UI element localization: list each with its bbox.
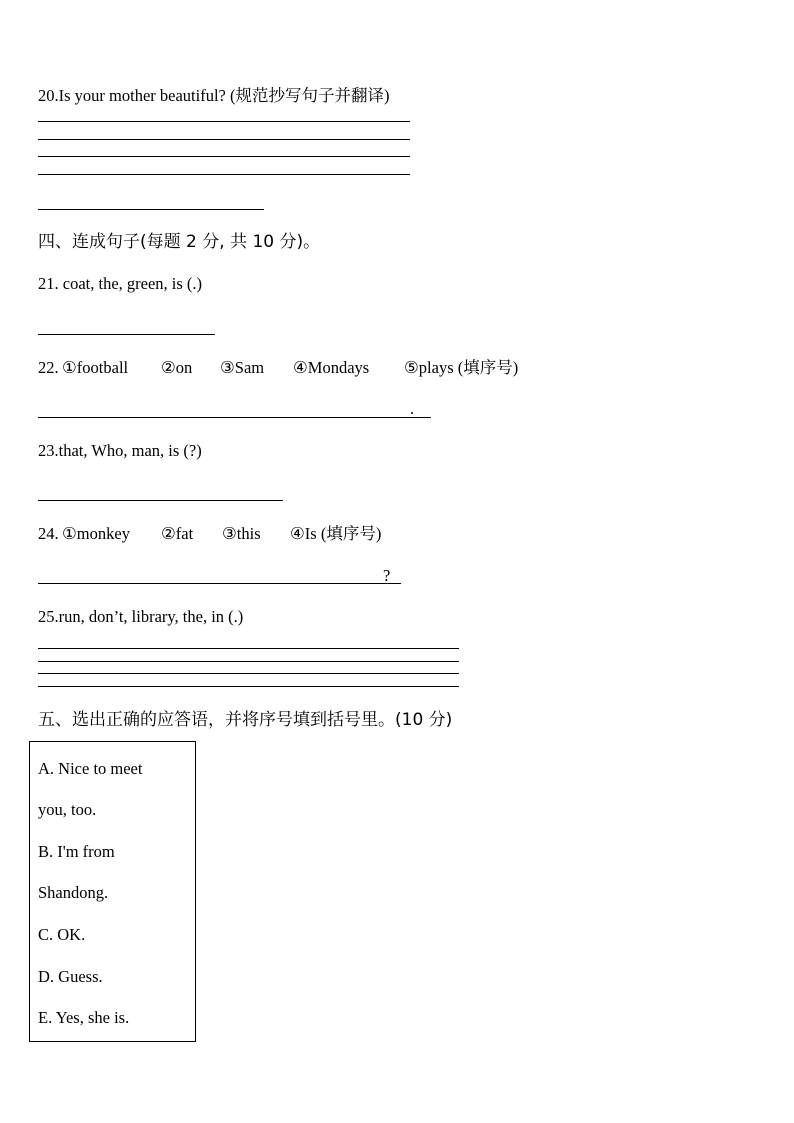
section-4-heading: 四、连成句子(每题 2 分, 共 10 分)。 [38, 232, 321, 252]
answer-line [38, 661, 459, 662]
q22-option-5: ⑤plays (填序号) [404, 358, 519, 377]
box-line-c: C. OK. [38, 925, 86, 944]
question-23: 23.that, Who, man, is (?) [38, 441, 202, 460]
box-line-b-cont: Shandong. [38, 883, 109, 902]
answer-line [38, 583, 401, 584]
response-options-box [29, 741, 196, 1042]
answer-line [38, 121, 410, 122]
answer-line [38, 417, 431, 418]
q24-option-1: ①monkey [62, 524, 130, 543]
box-line-a: A. Nice to meet [38, 759, 143, 778]
answer-line [38, 686, 459, 687]
q22-option-3: ③Sam [220, 358, 265, 377]
q24-option-3: ③this [222, 524, 261, 543]
q22-option-4: ④Mondays [293, 358, 370, 377]
question-25: 25.run, don’t, library, the, in (.) [38, 607, 244, 626]
answer-line [38, 174, 410, 175]
q22-option-2: ②on [161, 358, 193, 377]
q24-end-mark: ? [383, 566, 391, 585]
answer-line [38, 156, 410, 157]
answer-line [38, 673, 459, 674]
answer-line [38, 139, 410, 140]
question-22-number: 22. [38, 358, 59, 377]
box-line-e: E. Yes, she is. [38, 1008, 130, 1027]
translation-line [38, 209, 264, 210]
box-line-b: B. I'm from [38, 842, 115, 861]
q22-end-mark: . [410, 399, 415, 418]
answer-line [38, 334, 215, 335]
question-24-number: 24. [38, 524, 59, 543]
section-5-heading: 五、选出正确的应答语，并将序号填到括号里。(10 分) [38, 710, 453, 730]
box-line-a-cont: you, too. [38, 800, 97, 819]
answer-line [38, 648, 459, 649]
q24-option-4: ④Is (填序号) [290, 524, 382, 543]
question-20: 20.Is your mother beautiful? (规范抄写句子并翻译) [38, 86, 390, 105]
q24-option-2: ②fat [161, 524, 194, 543]
box-line-d: D. Guess. [38, 967, 103, 986]
answer-line [38, 500, 283, 501]
question-21: 21. coat, the, green, is (.) [38, 274, 203, 293]
q22-option-1: ①football [62, 358, 129, 377]
